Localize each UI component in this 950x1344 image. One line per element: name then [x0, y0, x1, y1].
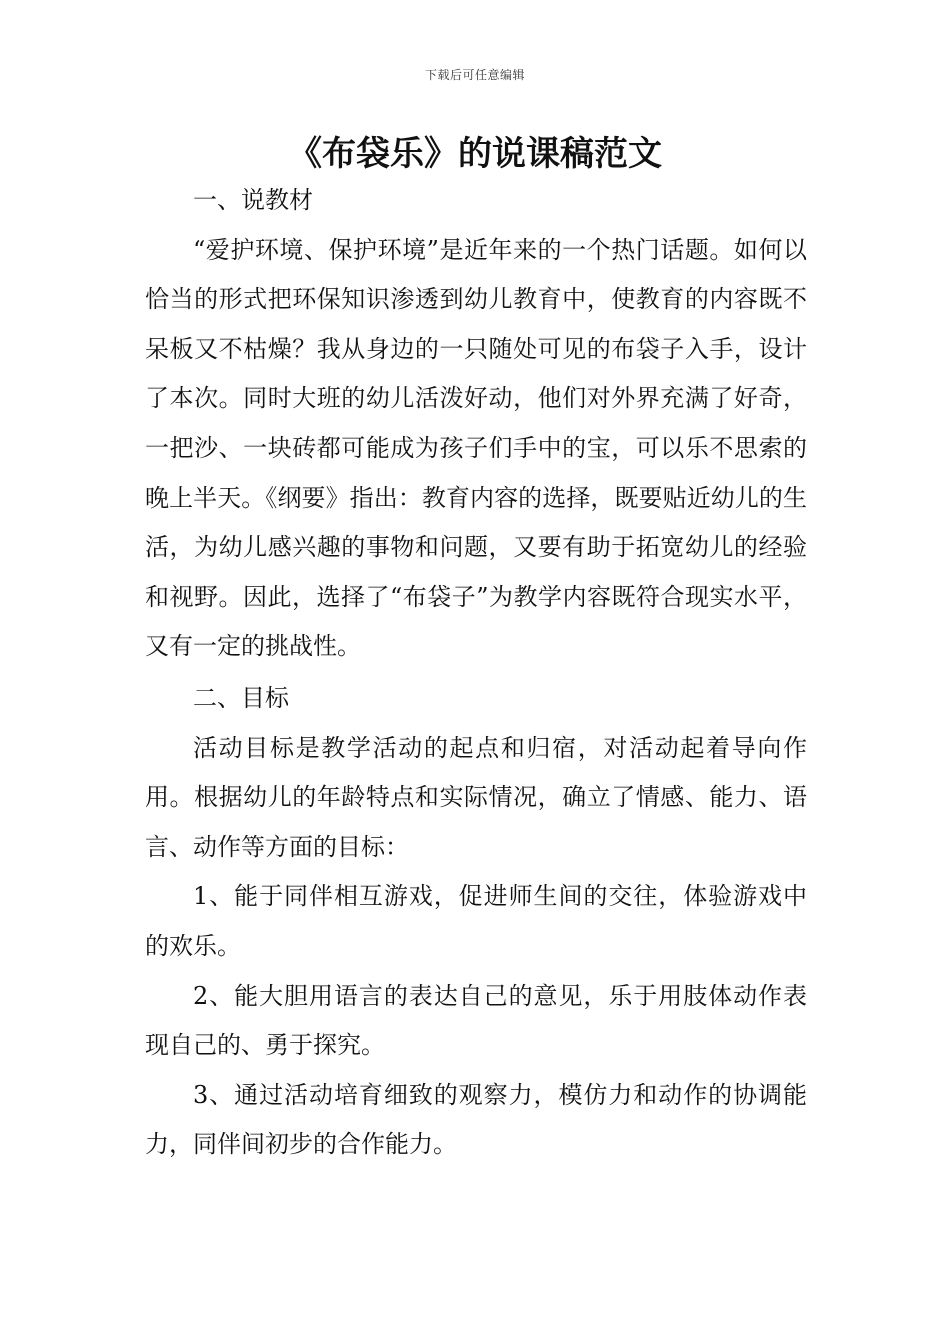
paragraph-goals-intro: 活动目标是教学活动的起点和归宿，对活动起着导向作用。根据幼儿的年龄特点和实际情况，确立了情感、能力、语言、动作等方面的目标：	[145, 733, 807, 861]
paragraph-textbook: “爱护环境、保护环境”是近年来的一个热门话题。如何以恰当的形式把环保知识渗透到幼儿教育中，使教育的内容既不呆板又不枯燥？我从身边的一只随处可见的布袋子入手，设计了本次。同时大班的幼儿活泼好动，他们对外界充满了好奇，一把沙、一块砖都可能成为孩子们手中的宝，可以乐不思索的晚上半天。《纲要》指出：教育内容的选择，既要贴近幼儿的生活，为幼儿感兴趣的事物和问题，又要有助于拓宽幼儿的经验和视野。因此，选择了“布袋子”为教学内容既符合现实水平，又有一定的挑战性。	[145, 235, 807, 661]
header-note: 下载后可任意编辑	[424, 68, 525, 82]
document-title: 《布袋乐》的说课稿范文	[288, 134, 662, 174]
section-heading-goals: 二、目标	[193, 683, 289, 712]
goal-item-1: 1、能于同伴相互游戏，促进师生间的交往，体验游戏中的欢乐。	[145, 882, 807, 960]
goal-item-3: 3、通过活动培育细致的观察力，模仿力和动作的协调能力，同伴间初步的合作能力。	[145, 1080, 807, 1159]
section-heading-textbook: 一、说教材	[193, 186, 313, 214]
goal-item-2: 2、能大胆用语言的表达自己的意见，乐于用肢体动作表现自己的、勇于探究。	[145, 981, 807, 1060]
document-body	[145, 176, 807, 1170]
